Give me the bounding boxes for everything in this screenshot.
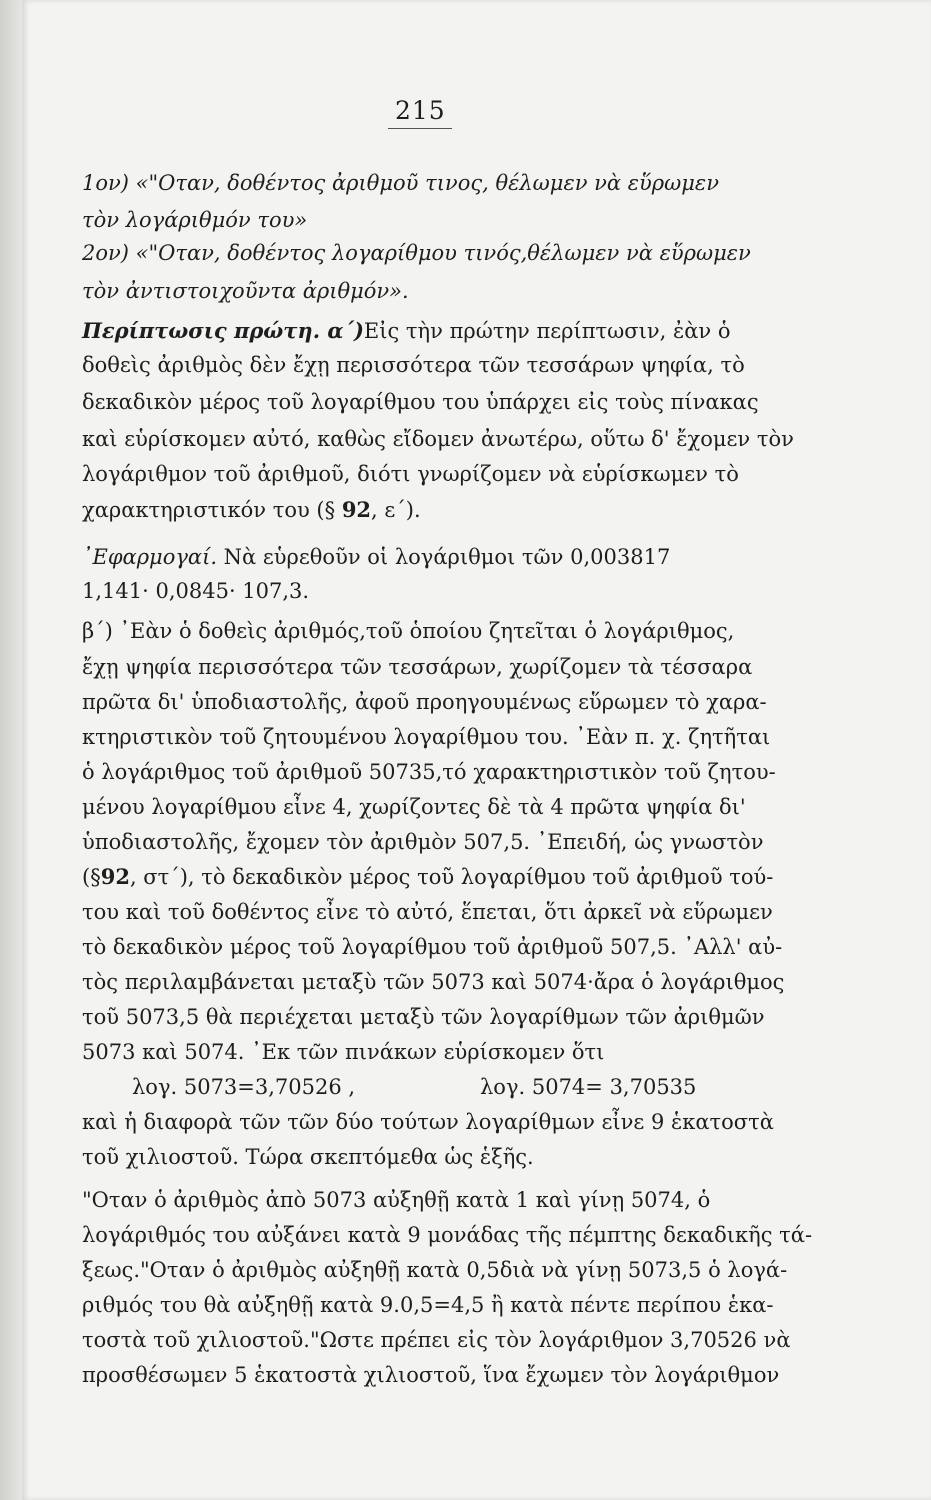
text-line: τοῦ χιλιοστοῦ. Τώρα σκεπτόμεθα ὡς ἑξῆς. — [82, 1145, 534, 1169]
text-line: καὶ εὑρίσκομεν αὐτό, καθὼς εἴδομεν ἀνωτέρω, οὕτω δ' ἔχομεν τὸν — [82, 427, 794, 451]
text-line: β΄) ᾿Εὰν ὁ δοθεὶς ἀριθμός,τοῦ ὁποίου ζητεῖται ὁ λογάριθμος, — [82, 619, 735, 643]
section-heading: Περίπτωσις πρώτη. α΄) — [82, 318, 364, 343]
text-span: (§ — [82, 865, 101, 889]
text-line: δοθεὶς ἀριθμὸς δὲν ἔχῃ περισσότερα τῶν τεσσάρων ψηφία, τὸ — [82, 353, 745, 377]
text-line: 1ον) «"Οταν, δοθέντος ἀριθμοῦ τινος, θέλωμεν νὰ εὕρωμεν — [82, 171, 719, 195]
book-gutter — [0, 0, 22, 1500]
text-span: Νὰ εὑρεθοῦν οἱ λογάριθμοι τῶν 0,003817 — [217, 545, 671, 569]
text-line: 1,141· 0,0845· 107,3. — [82, 579, 310, 603]
text-line: λογάριθμον τοῦ ἀριθμοῦ, διότι γνωρίζομεν νὰ εὑρίσκωμεν τὸ — [82, 462, 739, 486]
text-line: τοῦ 5073,5 θὰ περιέχεται μεταξὺ τῶν λογαρίθμων τῶν ἀριθμῶν — [82, 1005, 765, 1029]
text-line: μένου λογαρίθμου εἶνε 4, χωρίζοντες δὲ τὰ 4 πρῶτα ψηφία δι' — [82, 795, 746, 819]
text-line: τὸς περιλαμβάνεται μεταξὺ τῶν 5073 καὶ 5074·ἄρα ὁ λογάριθμος — [82, 970, 785, 994]
page-number-rule — [388, 128, 452, 129]
text-line: 2ον) «"Οταν, δοθέντος λογαρίθμου τινός,θέλωμεν νὰ εὕρωμεν — [82, 241, 751, 265]
text-line: ὁ λογάριθμος τοῦ ἀριθμοῦ 50735,τό χαρακτηριστικὸν τοῦ ζητου- — [82, 760, 776, 784]
text-line: του καὶ τοῦ δοθέντος εἶνε τὸ αὐτό, ἕπεται, ὅτι ἀρκεῖ νὰ εὕρωμεν — [82, 900, 773, 924]
text-span: χαρακτηριστικόν του (§ — [82, 498, 342, 522]
section-reference: 92 — [100, 864, 130, 889]
text-span: Εἰς τὴν πρώτην περίπτωσιν, ἐὰν ὁ — [363, 319, 731, 343]
text-line: τὸ δεκαδικὸν μέρος τοῦ λογαρίθμου τοῦ ἀριθμοῦ 507,5. ᾿Αλλ' αὐ- — [82, 935, 783, 959]
text-line: κτηριστικὸν τοῦ ζητουμένου λογαρίθμου του. ᾿Εὰν π. χ. ζητῆται — [82, 725, 771, 749]
text-line: καὶ ἡ διαφορὰ τῶν τῶν δύο τούτων λογαρίθμων εἶνε 9 ἑκατοστὰ — [82, 1110, 774, 1134]
text-line — [82, 542, 670, 572]
text-line: τὸν λογάριθμόν του» — [82, 208, 308, 232]
applications-heading: ᾿Εφαρμογαί. — [82, 545, 217, 569]
text-line: τοστὰ τοῦ χιλιοστοῦ."Ωστε πρέπει εἰς τὸν λογάριθμον 3,70526 νὰ — [82, 1328, 791, 1352]
text-line: πρῶτα δι' ὑποδιαστολῆς, ἀφοῦ προηγουμένως εὕρωμεν τὸ χαρα- — [82, 690, 767, 714]
text-line — [82, 862, 773, 892]
text-line: 5073 καὶ 5074. ᾿Εκ τῶν πινάκων εὑρίσκομεν ὅτι — [82, 1040, 605, 1064]
text-span: , στ΄), τὸ δεκαδικὸν μέρος τοῦ λογαρίθμου τοῦ ἀριθμοῦ τού- — [129, 865, 774, 889]
page-number: 215 — [395, 96, 446, 125]
section-reference: 92 — [341, 497, 372, 522]
formula-right: λογ. 5074= 3,70535 — [480, 1075, 697, 1099]
text-span: , ε΄). — [371, 498, 421, 522]
text-line: ὑποδιαστολῆς, ἔχομεν τὸν ἀριθμὸν 507,5. ᾿Επειδή, ὡς γνωστὸν — [82, 830, 764, 854]
text-line: "Οταν ὁ ἀριθμὸς ἀπὸ 5073 αὐξηθῇ κατὰ 1 καὶ γίνῃ 5074, ὁ — [82, 1188, 711, 1212]
text-line: λογάριθμός του αὐξάνει κατὰ 9 μονάδας τῆς πέμπτης δεκαδικῆς τά- — [82, 1223, 813, 1247]
text-line: ριθμός του θὰ αὐξηθῇ κατὰ 9.0,5=4,5 ἢ κατὰ πέντε περίπου ἑκα- — [82, 1293, 774, 1317]
formula-left: λογ. 5073=3,70526 , — [132, 1075, 356, 1099]
section-heading-line — [82, 316, 731, 346]
text-line — [82, 495, 421, 525]
text-line: προσθέσωμεν 5 ἑκατοστὰ χιλιοστοῦ, ἵνα ἔχωμεν τὸν λογάριθμον — [82, 1363, 780, 1387]
text-line: ξεως."Οταν ὁ ἀριθμὸς αὐξηθῇ κατὰ 0,5διὰ νὰ γίνῃ 5073,5 ὁ λογά- — [82, 1258, 788, 1282]
text-line: τὸν ἀντιστοιχοῦντα ἀριθμόν». — [82, 279, 409, 303]
text-line: δεκαδικὸν μέρος τοῦ λογαρίθμου του ὑπάρχει εἰς τοὺς πίνακας — [82, 390, 759, 414]
text-line: ἔχῃ ψηφία περισσότερα τῶν τεσσάρων, χωρίζομεν τὰ τέσσαρα — [82, 655, 753, 679]
